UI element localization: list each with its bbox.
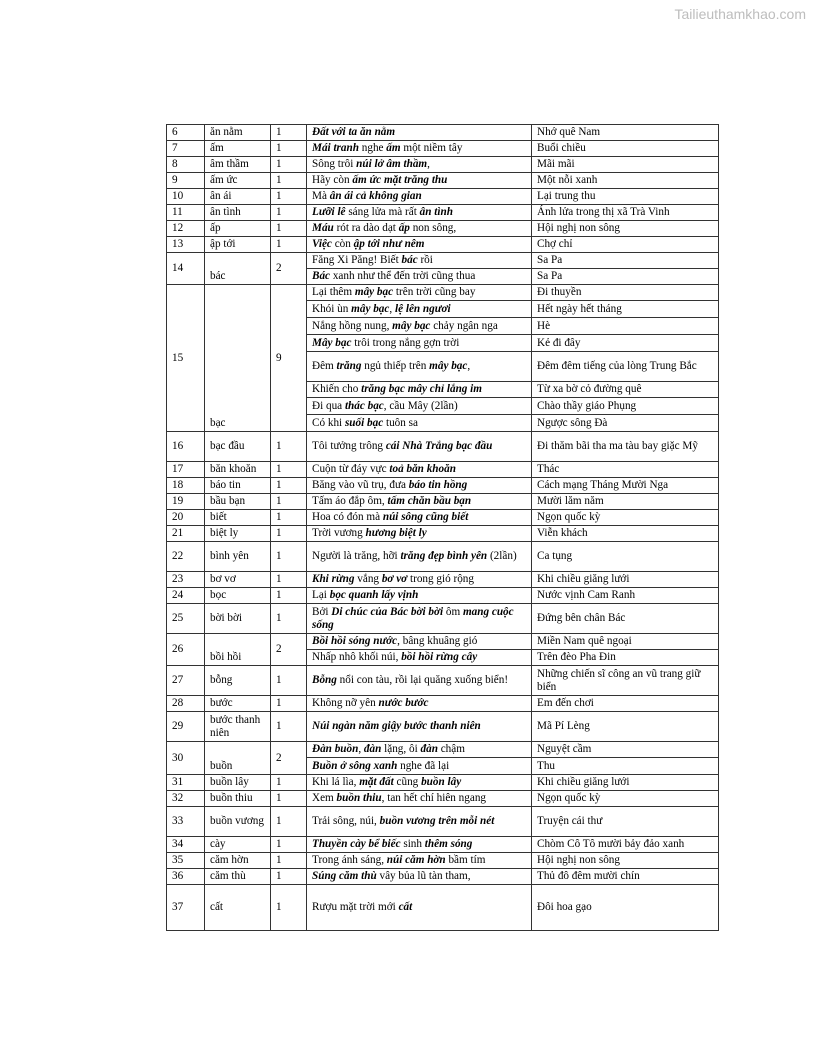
headword: buồn [205,742,271,775]
row-number: 10 [167,189,205,205]
table-row [167,478,719,494]
headword: bồi hồi [205,634,271,666]
row-number: 19 [167,494,205,510]
occurrence-count: 1 [271,837,307,853]
row-number: 11 [167,205,205,221]
work-title-cell: Cách mạng Tháng Mười Nga [532,478,719,494]
occurrence-count: 1 [271,588,307,604]
occurrence-count: 1 [271,237,307,253]
table-row [167,837,719,853]
work-title-cell: Miền Nam quê ngoại [532,634,719,650]
work-title-cell: Lại trung thu [532,189,719,205]
occurrence-count: 1 [271,432,307,462]
quote-cell: Tôi tưởng trông cái Nhà Trắng bạc đầu [307,432,532,462]
work-title-cell: Mãi mãi [532,157,719,173]
table-row [167,221,719,237]
work-title-cell: Nước vịnh Cam Ranh [532,588,719,604]
headword: bọc [205,588,271,604]
work-title-cell: Thác [532,462,719,478]
headword: buồn vương [205,807,271,837]
table-row [167,666,719,696]
headword: căm hờn [205,853,271,869]
occurrence-count: 1 [271,526,307,542]
row-number: 25 [167,604,205,634]
work-title-cell: Hết ngày hết tháng [532,301,719,318]
row-number: 35 [167,853,205,869]
quote-cell: Făng Xi Păng! Biết bác rồi [307,253,532,269]
table-row [167,869,719,885]
quote-cell: Khi rừng vắng bơ vơ trong gió rộng [307,572,532,588]
work-title-cell: Ngược sông Đà [532,415,719,432]
row-number: 37 [167,885,205,931]
headword: bình yên [205,542,271,572]
occurrence-count: 1 [271,462,307,478]
occurrence-count: 1 [271,205,307,221]
work-title-cell: Khi chiều giăng lưới [532,775,719,791]
vocabulary-table [166,124,719,931]
quote-cell: Lại bọc quanh lấy vịnh [307,588,532,604]
work-title-cell: Viễn khách [532,526,719,542]
headword: băn khoăn [205,462,271,478]
row-number: 7 [167,141,205,157]
work-title-cell: Em đến chơi [532,696,719,712]
quote-cell: Bởi Di chúc của Bác bời bời ôm mang cuộc sống [307,604,532,634]
row-number: 14 [167,253,205,285]
quote-cell: Mái tranh nghe ấm một niềm tây [307,141,532,157]
headword: căm thù [205,869,271,885]
table-row [167,285,719,301]
occurrence-count: 1 [271,807,307,837]
row-number: 9 [167,173,205,189]
quote-cell: Buồn ở sông xanh nghe đã lại [307,758,532,775]
headword: bước thanh niên [205,712,271,742]
row-number: 18 [167,478,205,494]
row-number: 27 [167,666,205,696]
quote-cell: Đi qua thác bạc, cầu Mây (2lần) [307,398,532,415]
occurrence-count: 2 [271,742,307,775]
work-title-cell: Thủ đô đêm mười chín [532,869,719,885]
quote-cell: Trải sông, núi, buồn vương trên mỗi nét [307,807,532,837]
table-row [167,205,719,221]
work-title-cell: Đi thuyền [532,285,719,301]
row-number: 36 [167,869,205,885]
row-number: 31 [167,775,205,791]
occurrence-count: 1 [271,189,307,205]
row-number: 20 [167,510,205,526]
quote-cell: Trời vương hương biệt ly [307,526,532,542]
occurrence-count: 1 [271,869,307,885]
headword: buồn lây [205,775,271,791]
headword: bạc [205,285,271,432]
headword: cày [205,837,271,853]
quote-cell: Súng căm thù vây bủa lũ tàn tham, [307,869,532,885]
row-number: 26 [167,634,205,666]
quote-cell: Khi lá lìa, mặt đất cũng buồn lây [307,775,532,791]
table-row [167,141,719,157]
table-row [167,125,719,141]
quote-cell: Sông trôi núi lở âm thầm, [307,157,532,173]
quote-cell: Núi ngàn năm giậy bước thanh niên [307,712,532,742]
occurrence-count: 1 [271,221,307,237]
table-row [167,634,719,650]
occurrence-count: 1 [271,853,307,869]
work-title-cell: Đôi hoa gạo [532,885,719,931]
work-title-cell: Sa Pa [532,269,719,285]
occurrence-count: 1 [271,791,307,807]
row-number: 33 [167,807,205,837]
occurrence-count: 1 [271,157,307,173]
row-number: 24 [167,588,205,604]
table-row [167,742,719,758]
work-title-cell: Ngọn quốc kỳ [532,791,719,807]
row-number: 13 [167,237,205,253]
work-title-cell: Chào thầy giáo Phụng [532,398,719,415]
quote-cell: Rượu mặt trời mới cất [307,885,532,931]
quote-cell: Đất với ta ăn nằm [307,125,532,141]
quote-cell: Cuộn từ đáy vực toả băn khoăn [307,462,532,478]
headword: ấp [205,221,271,237]
work-title-cell: Khi chiều giăng lưới [532,572,719,588]
quote-cell: Trong ánh sáng, núi căm hờn bầm tím [307,853,532,869]
headword: biệt ly [205,526,271,542]
row-number: 15 [167,285,205,432]
table-row [167,775,719,791]
table-row [167,791,719,807]
quote-cell: Xem buồn thiu, tan hết chí hiên ngang [307,791,532,807]
watermark: Tailieuthamkhao.com [674,6,806,22]
row-number: 17 [167,462,205,478]
occurrence-count: 2 [271,634,307,666]
headword: ập tới [205,237,271,253]
quote-cell: Hoa có đón mà núi sông cũng biết [307,510,532,526]
work-title-cell: Nhớ quê Nam [532,125,719,141]
headword: bạc đầu [205,432,271,462]
work-title-cell: Đứng bên chân Bác [532,604,719,634]
headword: bời bời [205,604,271,634]
headword: biết [205,510,271,526]
quote-cell: Mà ân ái cả không gian [307,189,532,205]
table-row [167,253,719,269]
occurrence-count: 1 [271,173,307,189]
row-number: 12 [167,221,205,237]
row-number: 22 [167,542,205,572]
occurrence-count: 1 [271,572,307,588]
table-row [167,853,719,869]
headword: bác [205,253,271,285]
row-number: 21 [167,526,205,542]
occurrence-count: 1 [271,696,307,712]
quote-cell: Nhấp nhô khối núi, bồi hồi rừng cây [307,650,532,666]
headword: bơ vơ [205,572,271,588]
work-title-cell: Một nỗi xanh [532,173,719,189]
work-title-cell: Chòm Cô Tô mười bảy đảo xanh [532,837,719,853]
occurrence-count: 1 [271,125,307,141]
quote-cell: Hãy còn ấm ức mặt trăng thu [307,173,532,189]
table-row [167,157,719,173]
headword: ân ái [205,189,271,205]
headword: bầu bạn [205,494,271,510]
work-title-cell: Mã Pí Lèng [532,712,719,742]
row-number: 16 [167,432,205,462]
quote-cell: Khiến cho trăng bạc mây chỉ lắng im [307,382,532,398]
row-number: 34 [167,837,205,853]
row-number: 29 [167,712,205,742]
table-row [167,432,719,462]
table-row [167,807,719,837]
work-title-cell: Đêm đêm tiếng của lòng Trung Bắc [532,352,719,382]
quote-cell: Băng vào vũ trụ, đưa báo tin hồng [307,478,532,494]
quote-cell: Có khi suối bạc tuôn sa [307,415,532,432]
headword: ấm ức [205,173,271,189]
table-row [167,542,719,572]
work-title-cell: Nguyệt cầm [532,742,719,758]
occurrence-count: 1 [271,712,307,742]
occurrence-count: 1 [271,666,307,696]
quote-cell: Bồi hồi sóng nước, bâng khuâng gió [307,634,532,650]
table-body [167,125,719,931]
occurrence-count: 1 [271,885,307,931]
occurrence-count: 1 [271,510,307,526]
work-title-cell: Ánh lửa trong thị xã Trà Vinh [532,205,719,221]
quote-cell: Thuyền cày bể biếc sinh thêm sóng [307,837,532,853]
table-row [167,237,719,253]
quote-cell: Việc còn ập tới như nêm [307,237,532,253]
work-title-cell: Ngọn quốc kỳ [532,510,719,526]
work-title-cell: Những chiến sĩ công an vũ trang giữ biển [532,666,719,696]
work-title-cell: Thu [532,758,719,775]
work-title-cell: Mười lăm năm [532,494,719,510]
table-row [167,604,719,634]
row-number: 6 [167,125,205,141]
quote-cell: Đàn buồn, đàn lặng, ôi đàn chậm [307,742,532,758]
occurrence-count: 1 [271,478,307,494]
row-number: 28 [167,696,205,712]
work-title-cell: Sa Pa [532,253,719,269]
headword: bước [205,696,271,712]
quote-cell: Tấm áo đắp ôm, tấm chăn bầu bạn [307,494,532,510]
work-title-cell: Từ xa bờ cỏ đường quê [532,382,719,398]
work-title-cell: Đi thăm bãi tha ma tàu bay giặc Mỹ [532,432,719,462]
work-title-cell: Buổi chiều [532,141,719,157]
table-row [167,462,719,478]
occurrence-count: 1 [271,775,307,791]
headword: báo tin [205,478,271,494]
table-row [167,189,719,205]
headword: bỗng [205,666,271,696]
work-title-cell: Hè [532,318,719,335]
table-row [167,588,719,604]
headword: âm thầm [205,157,271,173]
work-title-cell: Truyện cái thư [532,807,719,837]
occurrence-count: 1 [271,604,307,634]
table-row [167,696,719,712]
row-number: 8 [167,157,205,173]
occurrence-count: 9 [271,285,307,432]
table-row [167,572,719,588]
table-row [167,712,719,742]
quote-cell: Không nỡ yên nước bước [307,696,532,712]
occurrence-count: 2 [271,253,307,285]
headword: ân tình [205,205,271,221]
row-number: 30 [167,742,205,775]
occurrence-count: 1 [271,141,307,157]
quote-cell: Nắng hồng nung, mây bạc chảy ngân nga [307,318,532,335]
table-row [167,526,719,542]
work-title-cell: Hội nghị non sông [532,853,719,869]
table-row [167,494,719,510]
work-title-cell: Hội nghị non sông [532,221,719,237]
headword: cất [205,885,271,931]
quote-cell: Bác xanh như thể đến trời cũng thua [307,269,532,285]
table-row [167,510,719,526]
headword: ăn nằm [205,125,271,141]
row-number: 23 [167,572,205,588]
occurrence-count: 1 [271,494,307,510]
table-row [167,885,719,931]
quote-cell: Người là trăng, hỡi trăng đẹp bình yên (2lần) [307,542,532,572]
work-title-cell: Ca tụng [532,542,719,572]
quote-cell: Khói ùn mây bạc, lệ lên ngươi [307,301,532,318]
headword: ấm [205,141,271,157]
quote-cell: Máu rót ra dào dạt ấp non sông, [307,221,532,237]
row-number: 32 [167,791,205,807]
work-title-cell: Trên đèo Pha Đin [532,650,719,666]
headword: buồn thiu [205,791,271,807]
table-row [167,173,719,189]
quote-cell: Lưỡi lê sáng lửa mà rất ân tình [307,205,532,221]
occurrence-count: 1 [271,542,307,572]
quote-cell: Bỗng nổi con tàu, rồi lại quăng xuống biển! [307,666,532,696]
work-title-cell: Chợ chỉ [532,237,719,253]
quote-cell: Mây bạc trôi trong nắng gợn trời [307,335,532,352]
work-title-cell: Kẻ đi đây [532,335,719,352]
quote-cell: Lại thêm mây bạc trên trời cũng bay [307,285,532,301]
quote-cell: Đêm trăng ngủ thiếp trên mây bạc, [307,352,532,382]
